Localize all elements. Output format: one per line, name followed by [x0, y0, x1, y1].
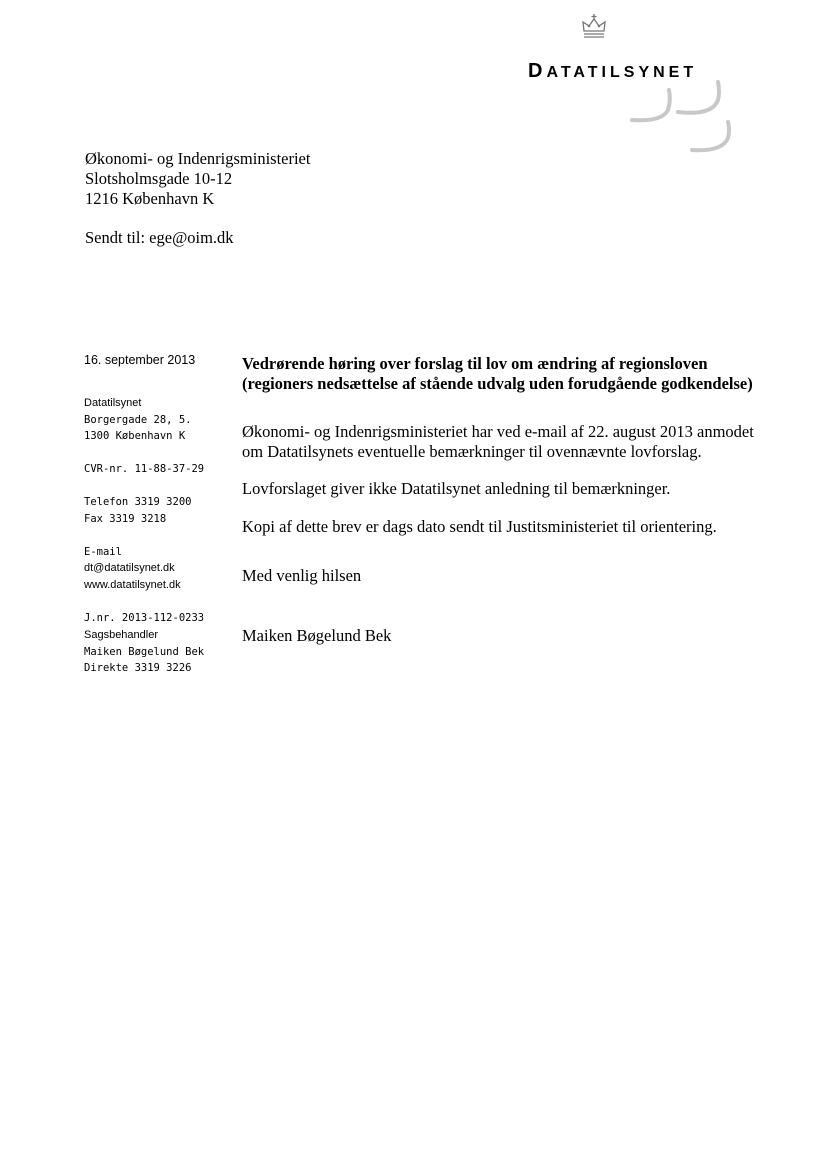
case-block	[84, 610, 234, 677]
sender-city: 1300 København K	[84, 430, 186, 443]
sent-to: Sendt til: ege@oim.dk	[85, 228, 234, 247]
recipient-city: 1216 København K	[85, 189, 215, 208]
email-label: E-mail	[84, 545, 122, 558]
paragraph-request: Økonomi- og Indenrigsministeriet har ved e-mail af 22. august 2013 anmodet om Datatilsynets eventuelle bemærkninger til ovennævnte lovforslag.	[242, 422, 754, 461]
closing-greeting: Med venlig hilsen	[242, 566, 362, 585]
brushstroke-swoosh-icon	[628, 78, 738, 160]
cvr-number: CVR-nr. 11-88-37-29	[84, 463, 205, 476]
case-handler-name: Maiken Bøgelund Bek	[84, 645, 205, 658]
journal-number: J.nr. 2013-112-0233	[84, 611, 205, 624]
paragraph-response: Lovforslaget giver ikke Datatilsynet anledning til bemærkninger.	[242, 479, 671, 498]
sender-sidebar	[84, 352, 234, 693]
recipient-street: Slotsholmsgade 10-12	[85, 169, 233, 188]
sender-address	[84, 395, 234, 445]
letter-date: 16. september 2013	[84, 353, 196, 367]
paragraph-copy: Kopi af dette brev er dags dato sendt til Justitsministeriet til orientering.	[242, 516, 717, 536]
direct-phone: Direkte 3319 3226	[84, 662, 192, 675]
letter-body	[242, 354, 762, 663]
sender-org: Datatilsynet	[84, 396, 142, 409]
logo-wordmark: DATATILSYNET	[528, 60, 698, 82]
sender-street: Borgergade 28, 5.	[84, 413, 192, 426]
case-handler-label: Sagsbehandler	[84, 628, 159, 641]
recipient-address	[85, 149, 310, 209]
recipient-name: Økonomi- og Indenrigsministeriet	[85, 149, 311, 168]
letter-subject: Vedrørende høring over forslag til lov om ændring af regionsloven (regioners nedsættelse af stående udvalg uden forudgående godkendelse)	[242, 354, 753, 393]
phone-block	[84, 494, 234, 528]
signature-name: Maiken Bøgelund Bek	[242, 625, 392, 645]
fax-number: Fax 3319 3218	[84, 512, 167, 525]
datatilsynet-logo	[528, 14, 750, 82]
contact-block	[84, 544, 234, 594]
website-link[interactable]: www.datatilsynet.dk	[84, 579, 181, 592]
royal-crown-icon	[580, 14, 608, 40]
email-link[interactable]: dt@datatilsynet.dk	[84, 562, 175, 575]
phone-number: Telefon 3319 3200	[84, 495, 192, 508]
